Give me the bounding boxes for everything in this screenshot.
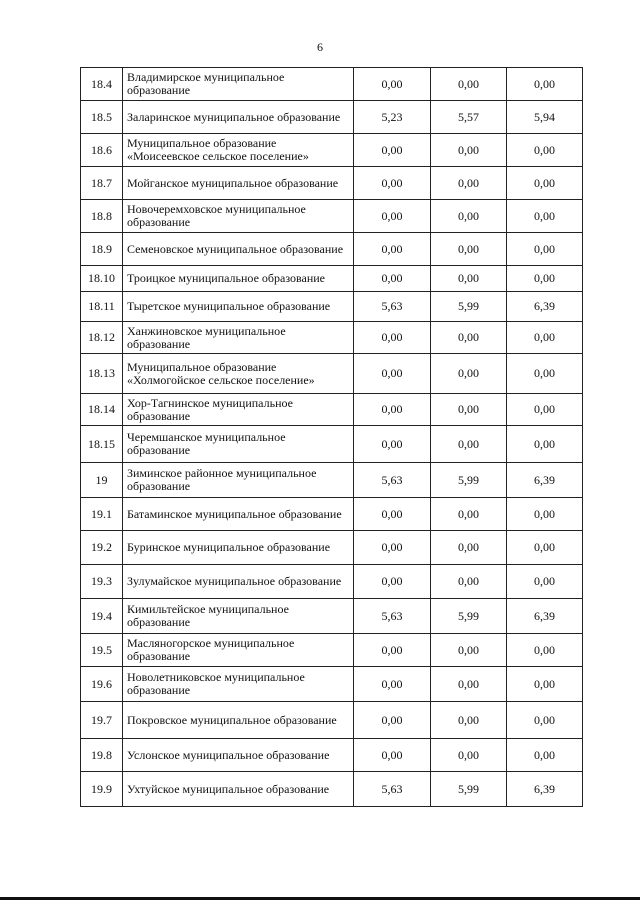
row-value-1-cell: 0,00 [354, 739, 431, 772]
row-value-2-cell: 0,00 [431, 634, 507, 667]
row-number-cell: 19.1 [81, 498, 123, 531]
row-value-1-cell: 5,63 [354, 599, 431, 634]
row-value-3-cell: 0,00 [507, 667, 583, 702]
municipal-table [80, 67, 583, 807]
row-value-1-cell: 0,00 [354, 200, 431, 233]
row-name-cell: Муниципальное образование «Моисеевское сельское поселение» [123, 134, 354, 167]
row-number-cell: 19.6 [81, 667, 123, 702]
row-value-2-cell: 5,99 [431, 463, 507, 498]
row-value-2-cell: 0,00 [431, 702, 507, 739]
table-row [81, 565, 583, 599]
row-name-cell: Новолетниковское муниципальное образование [123, 667, 354, 702]
row-name-cell: Черемшанское муниципальное образование [123, 426, 354, 463]
row-value-3-cell: 0,00 [507, 322, 583, 354]
row-name-cell: Зиминское районное муниципальное образование [123, 463, 354, 498]
row-number-cell: 18.4 [81, 68, 123, 101]
row-value-3-cell: 6,39 [507, 599, 583, 634]
bottom-divider [0, 897, 640, 900]
row-number-cell: 19.2 [81, 531, 123, 565]
row-value-1-cell: 0,00 [354, 565, 431, 599]
row-name-cell: Тыретское муниципальное образование [123, 292, 354, 322]
row-name-cell: Владимирское муниципальное образование [123, 68, 354, 101]
table-row [81, 101, 583, 134]
row-number-cell: 18.14 [81, 394, 123, 426]
row-value-3-cell: 0,00 [507, 702, 583, 739]
table-row [81, 167, 583, 200]
row-number-cell: 19.9 [81, 772, 123, 807]
table-row [81, 68, 583, 101]
row-number-cell: 18.7 [81, 167, 123, 200]
row-value-2-cell: 5,99 [431, 772, 507, 807]
row-value-2-cell: 0,00 [431, 233, 507, 266]
row-number-cell: 18.5 [81, 101, 123, 134]
row-name-cell: Зулумайское муниципальное образование [123, 565, 354, 599]
row-name-cell: Мойганское муниципальное образование [123, 167, 354, 200]
row-value-2-cell: 0,00 [431, 739, 507, 772]
row-number-cell: 18.13 [81, 354, 123, 394]
row-value-1-cell: 0,00 [354, 233, 431, 266]
row-value-2-cell: 0,00 [431, 322, 507, 354]
table-row [81, 322, 583, 354]
row-value-2-cell: 0,00 [431, 354, 507, 394]
row-value-3-cell: 0,00 [507, 167, 583, 200]
row-value-1-cell: 5,63 [354, 463, 431, 498]
row-value-2-cell: 5,57 [431, 101, 507, 134]
row-value-1-cell: 0,00 [354, 531, 431, 565]
table-row [81, 200, 583, 233]
table-row [81, 667, 583, 702]
row-number-cell: 19.8 [81, 739, 123, 772]
table-row [81, 599, 583, 634]
row-value-1-cell: 0,00 [354, 68, 431, 101]
table-row [81, 266, 583, 292]
row-value-1-cell: 0,00 [354, 354, 431, 394]
row-name-cell: Батаминское муниципальное образование [123, 498, 354, 531]
row-value-3-cell: 0,00 [507, 565, 583, 599]
row-value-3-cell: 5,94 [507, 101, 583, 134]
table-row [81, 531, 583, 565]
row-value-3-cell: 6,39 [507, 463, 583, 498]
row-value-2-cell: 0,00 [431, 266, 507, 292]
table-row [81, 463, 583, 498]
row-number-cell: 18.11 [81, 292, 123, 322]
table-body [81, 68, 583, 807]
row-value-2-cell: 0,00 [431, 167, 507, 200]
row-value-3-cell: 0,00 [507, 68, 583, 101]
row-value-3-cell: 0,00 [507, 739, 583, 772]
row-value-2-cell: 0,00 [431, 426, 507, 463]
table-row [81, 394, 583, 426]
row-value-1-cell: 0,00 [354, 167, 431, 200]
row-name-cell: Буринское муниципальное образование [123, 531, 354, 565]
row-number-cell: 18.15 [81, 426, 123, 463]
row-value-1-cell: 0,00 [354, 134, 431, 167]
row-name-cell: Новочеремховское муниципальное образование [123, 200, 354, 233]
row-name-cell: Хор-Тагнинское муниципальное образование [123, 394, 354, 426]
row-name-cell: Троицкое муниципальное образование [123, 266, 354, 292]
row-number-cell: 18.6 [81, 134, 123, 167]
row-value-2-cell: 5,99 [431, 292, 507, 322]
table-row [81, 354, 583, 394]
row-number-cell: 19.4 [81, 599, 123, 634]
row-number-cell: 18.12 [81, 322, 123, 354]
table-row [81, 233, 583, 266]
row-number-cell: 18.9 [81, 233, 123, 266]
row-name-cell: Кимильтейское муниципальное образование [123, 599, 354, 634]
row-value-2-cell: 0,00 [431, 565, 507, 599]
table-row [81, 634, 583, 667]
row-value-3-cell: 0,00 [507, 266, 583, 292]
row-number-cell: 19.3 [81, 565, 123, 599]
table-row [81, 498, 583, 531]
row-value-2-cell: 0,00 [431, 134, 507, 167]
table-row [81, 772, 583, 807]
row-value-3-cell: 0,00 [507, 634, 583, 667]
row-number-cell: 19 [81, 463, 123, 498]
row-value-2-cell: 5,99 [431, 599, 507, 634]
table-row [81, 702, 583, 739]
row-name-cell: Ханжиновское муниципальное образование [123, 322, 354, 354]
row-value-3-cell: 0,00 [507, 498, 583, 531]
row-value-2-cell: 0,00 [431, 531, 507, 565]
row-number-cell: 19.7 [81, 702, 123, 739]
row-value-1-cell: 0,00 [354, 266, 431, 292]
row-value-2-cell: 0,00 [431, 498, 507, 531]
row-value-1-cell: 0,00 [354, 322, 431, 354]
row-number-cell: 18.10 [81, 266, 123, 292]
row-name-cell: Семеновское муниципальное образование [123, 233, 354, 266]
row-name-cell: Заларинское муниципальное образование [123, 101, 354, 134]
page-number: 6 [317, 40, 323, 54]
row-name-cell: Услонское муниципальное образование [123, 739, 354, 772]
row-number-cell: 18.8 [81, 200, 123, 233]
row-value-3-cell: 0,00 [507, 354, 583, 394]
row-value-2-cell: 0,00 [431, 667, 507, 702]
row-value-1-cell: 0,00 [354, 634, 431, 667]
row-value-3-cell: 0,00 [507, 426, 583, 463]
row-value-1-cell: 0,00 [354, 426, 431, 463]
row-value-1-cell: 0,00 [354, 702, 431, 739]
row-value-3-cell: 6,39 [507, 772, 583, 807]
row-value-2-cell: 0,00 [431, 68, 507, 101]
row-value-1-cell: 5,63 [354, 772, 431, 807]
row-value-3-cell: 0,00 [507, 134, 583, 167]
row-value-3-cell: 0,00 [507, 233, 583, 266]
table-row [81, 426, 583, 463]
table-row [81, 292, 583, 322]
row-value-1-cell: 0,00 [354, 394, 431, 426]
row-value-1-cell: 5,63 [354, 292, 431, 322]
row-value-1-cell: 5,23 [354, 101, 431, 134]
row-value-3-cell: 0,00 [507, 200, 583, 233]
row-name-cell: Муниципальное образование «Холмогойское сельское поселение» [123, 354, 354, 394]
row-name-cell: Покровское муниципальное образование [123, 702, 354, 739]
row-name-cell: Ухтуйское муниципальное образование [123, 772, 354, 807]
row-number-cell: 19.5 [81, 634, 123, 667]
row-value-1-cell: 0,00 [354, 498, 431, 531]
table-row [81, 134, 583, 167]
row-value-3-cell: 6,39 [507, 292, 583, 322]
row-value-1-cell: 0,00 [354, 667, 431, 702]
table-row [81, 739, 583, 772]
row-value-3-cell: 0,00 [507, 394, 583, 426]
row-value-2-cell: 0,00 [431, 200, 507, 233]
row-name-cell: Масляногорское муниципальное образование [123, 634, 354, 667]
row-value-2-cell: 0,00 [431, 394, 507, 426]
row-value-3-cell: 0,00 [507, 531, 583, 565]
